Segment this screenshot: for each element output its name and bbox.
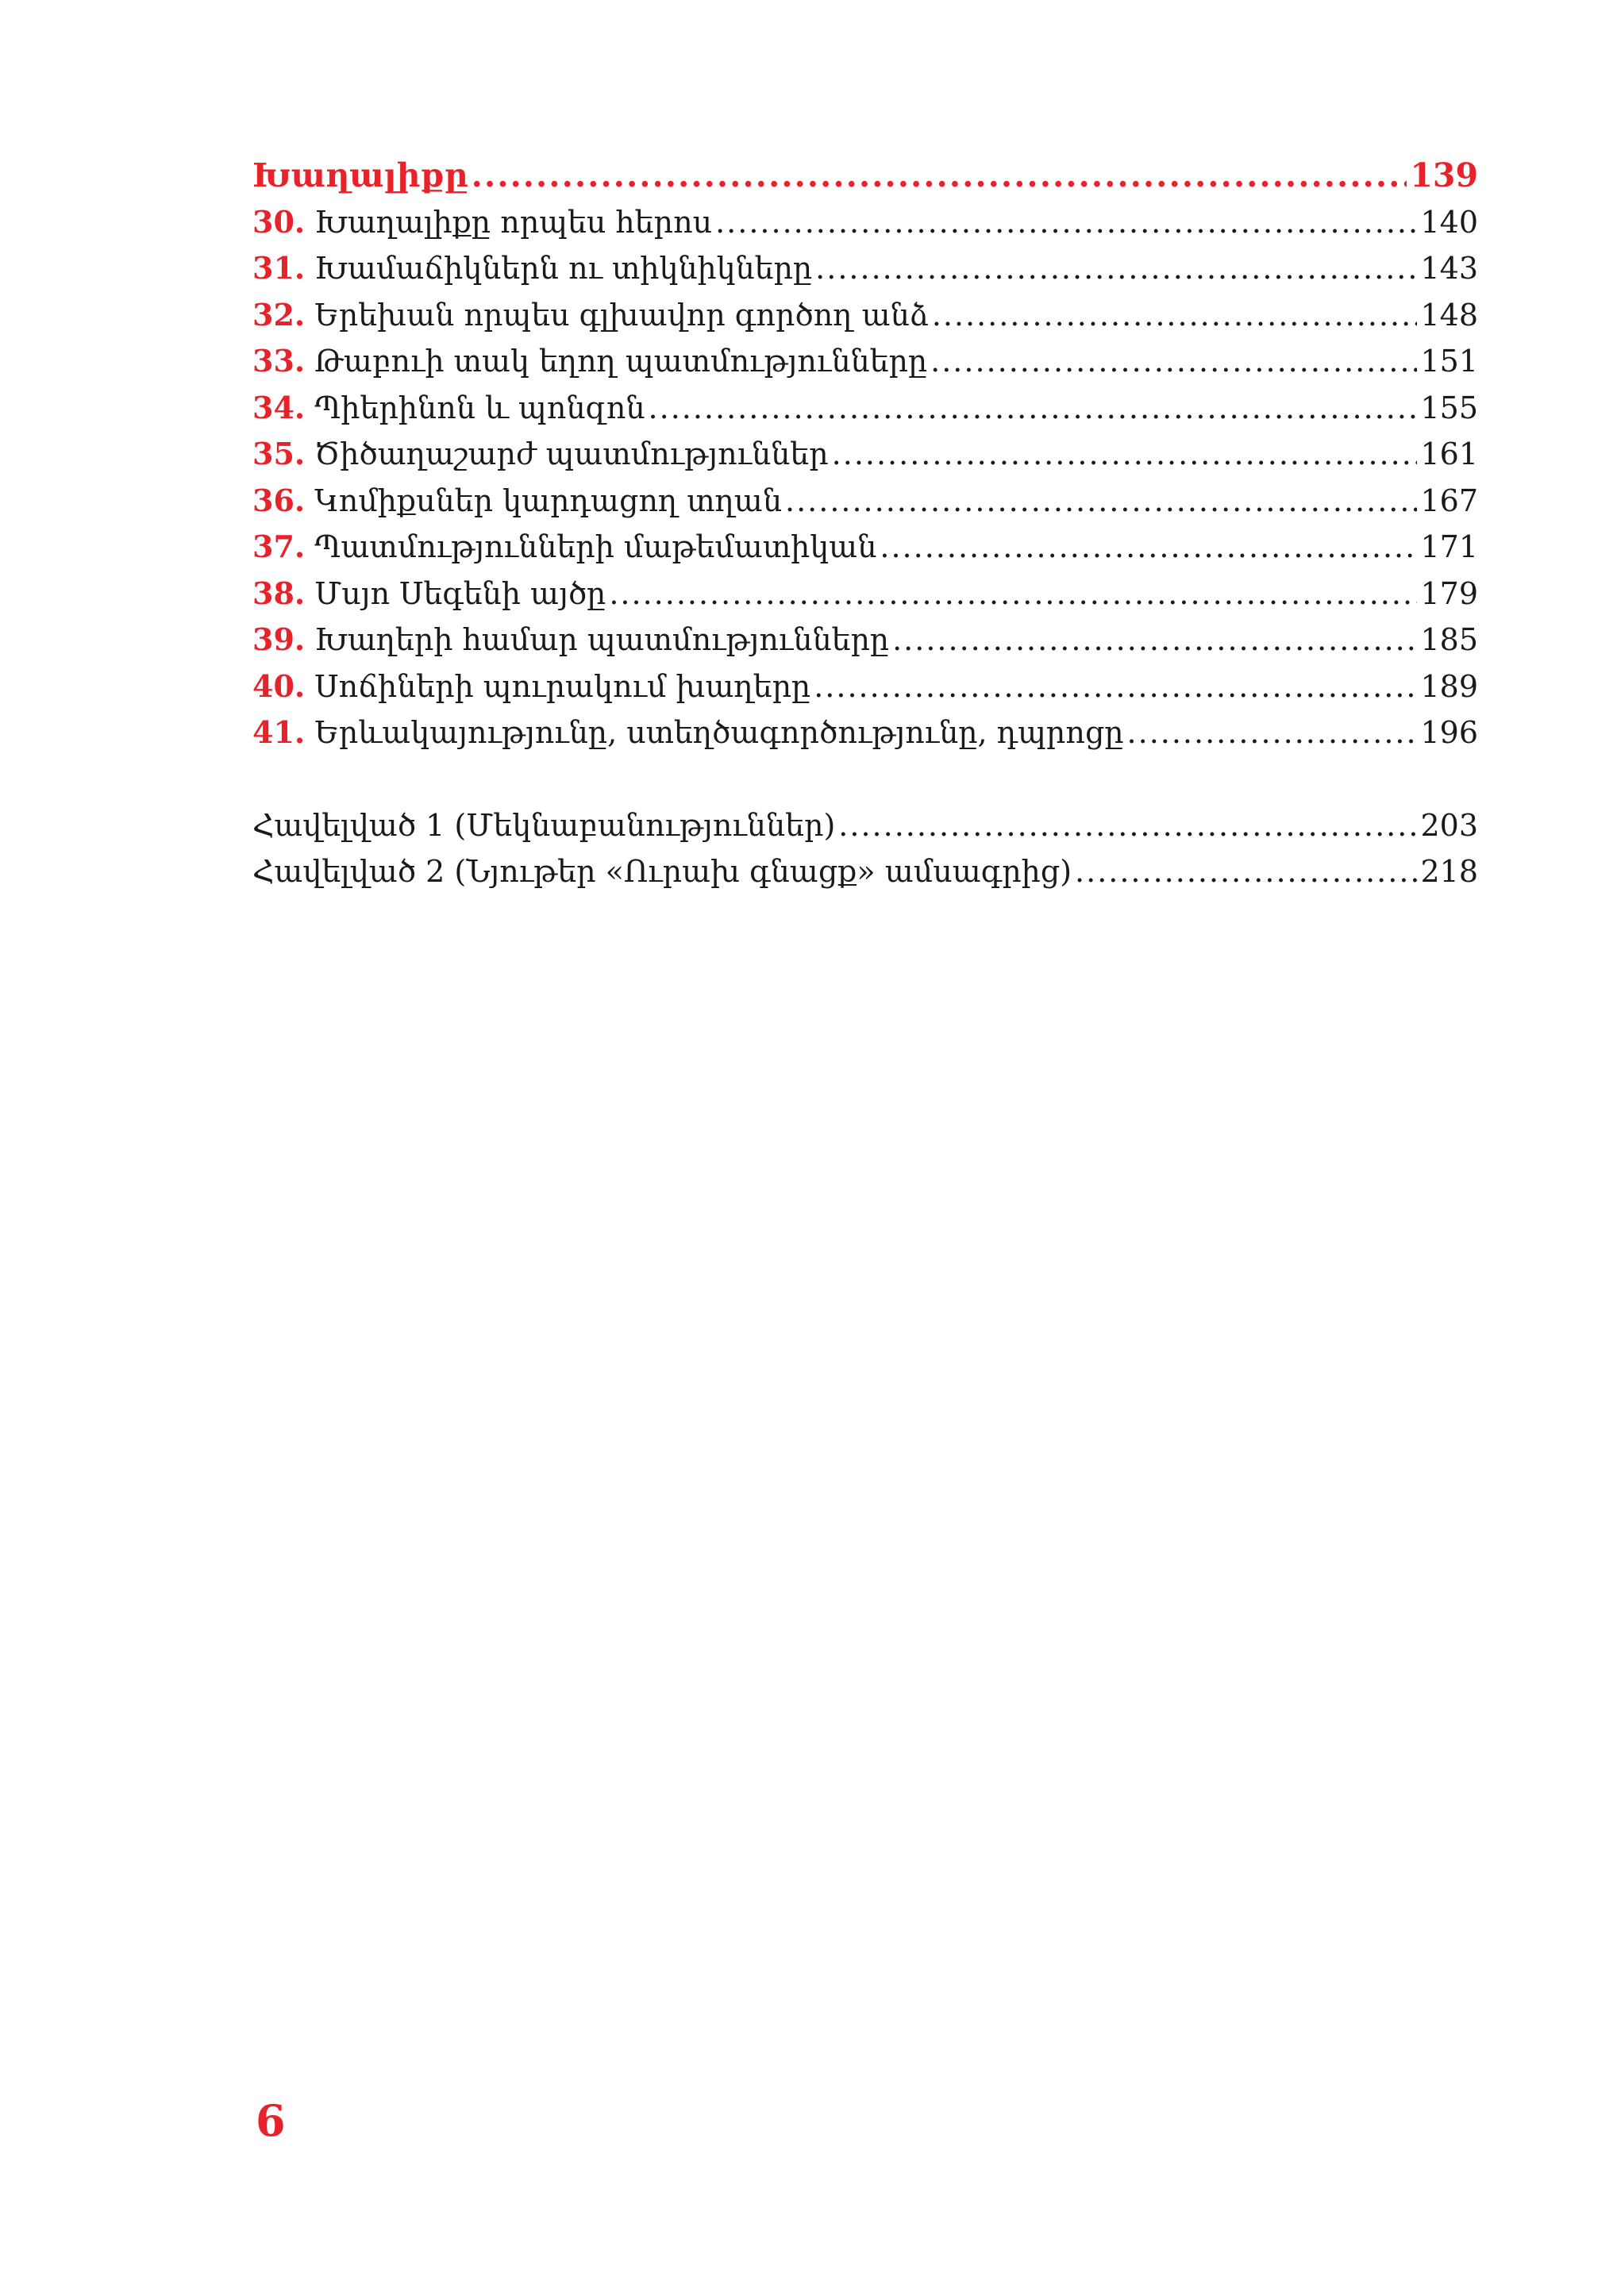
dot-leader	[880, 524, 1417, 571]
dot-leader	[1075, 848, 1417, 895]
entry-title: Պատմությունների մաթեմատիկան	[314, 529, 877, 564]
dot-leader	[1127, 710, 1418, 756]
toc-entry[interactable]	[252, 292, 1478, 339]
entry-number: 34.	[252, 389, 306, 425]
dot-leader	[609, 571, 1417, 617]
dot-leader	[814, 663, 1417, 710]
toc-entry[interactable]	[252, 245, 1478, 292]
dot-leader	[785, 478, 1417, 525]
section-title: Խաղալիքը	[252, 156, 468, 194]
entry-number: 40.	[252, 667, 306, 704]
toc-entry[interactable]	[252, 710, 1478, 756]
toc-entry[interactable]	[252, 617, 1478, 663]
dot-leader	[832, 431, 1418, 478]
entry-title: Խաղալիքը որպես հերոս	[314, 204, 713, 240]
table-of-contents	[252, 152, 1478, 895]
entry-number: 36.	[252, 482, 306, 518]
appendix-title: Հավելված 2 (Նյութեր «Ուրախ գնացք» ամսագրից)	[252, 854, 1072, 889]
entry-page: 167	[1420, 483, 1478, 518]
page-number: 6	[256, 2095, 286, 2146]
dot-leader	[838, 802, 1417, 849]
dot-leader	[932, 292, 1418, 339]
dot-leader	[715, 199, 1417, 246]
entry-title: Սոճիների պուրակում խաղերը	[314, 668, 811, 704]
entry-number: 41.	[252, 714, 306, 750]
entry-page: 189	[1420, 668, 1478, 704]
entry-number: 30.	[252, 203, 306, 240]
toc-entry[interactable]	[252, 571, 1478, 617]
entry-number: 31.	[252, 250, 306, 286]
appendix-entry[interactable]	[252, 802, 1478, 849]
entry-title: Խաղերի համար պատմությունները	[314, 622, 890, 657]
dot-leader	[815, 245, 1417, 292]
toc-entry[interactable]	[252, 524, 1478, 571]
toc-entry[interactable]	[252, 338, 1478, 385]
dot-leader	[472, 152, 1407, 199]
entry-page: 161	[1420, 437, 1478, 471]
dot-leader	[892, 617, 1417, 663]
entry-page: 140	[1420, 204, 1478, 240]
entry-page: 143	[1420, 251, 1478, 286]
entry-number: 37.	[252, 529, 306, 564]
entry-number: 32.	[252, 296, 306, 333]
toc-entry[interactable]	[252, 478, 1478, 525]
entry-number: 35.	[252, 436, 306, 471]
toc-entry[interactable]	[252, 199, 1478, 246]
entry-page: 155	[1420, 390, 1478, 425]
section-page: 139	[1410, 156, 1478, 194]
dot-leader	[930, 338, 1417, 385]
entry-title: Երևակայությունը, ստեղծագործությունը, դպրոցը	[314, 715, 1124, 750]
entry-title: Խամաճիկներն ու տիկնիկները	[314, 251, 813, 286]
appendix-title: Հավելված 1 (Մեկնաբանություններ)	[252, 807, 836, 843]
entry-title: Ծիծաղաշարժ պատմություններ	[314, 437, 829, 471]
appendix-page: 203	[1420, 807, 1478, 843]
appendix-entry[interactable]	[252, 848, 1478, 895]
dot-leader	[649, 385, 1418, 432]
entry-page: 171	[1420, 529, 1478, 564]
entry-number: 39.	[252, 621, 306, 657]
toc-entry[interactable]	[252, 663, 1478, 710]
entry-number: 33.	[252, 343, 306, 379]
spacer	[252, 756, 1478, 802]
entry-title: Կոմիքսներ կարդացող տղան	[314, 483, 782, 518]
appendix-page: 218	[1420, 854, 1478, 889]
entry-title: Թաբուի տակ եղող պատմությունները	[314, 344, 928, 379]
entry-page: 196	[1420, 715, 1478, 750]
entry-title: Երեխան որպես գլխավոր գործող անձ	[314, 297, 929, 333]
entry-page: 148	[1420, 297, 1478, 333]
entry-page: 151	[1420, 344, 1478, 379]
entry-title: Պիերինոն և պոնզոն	[314, 390, 645, 425]
entry-title: Մսյո Սեգենի այծը	[314, 575, 606, 611]
toc-entry[interactable]	[252, 431, 1478, 478]
entry-page: 179	[1420, 575, 1478, 611]
toc-entry[interactable]	[252, 385, 1478, 432]
entry-page: 185	[1420, 622, 1478, 657]
section-heading-row[interactable]	[252, 152, 1478, 199]
entry-number: 38.	[252, 575, 306, 611]
